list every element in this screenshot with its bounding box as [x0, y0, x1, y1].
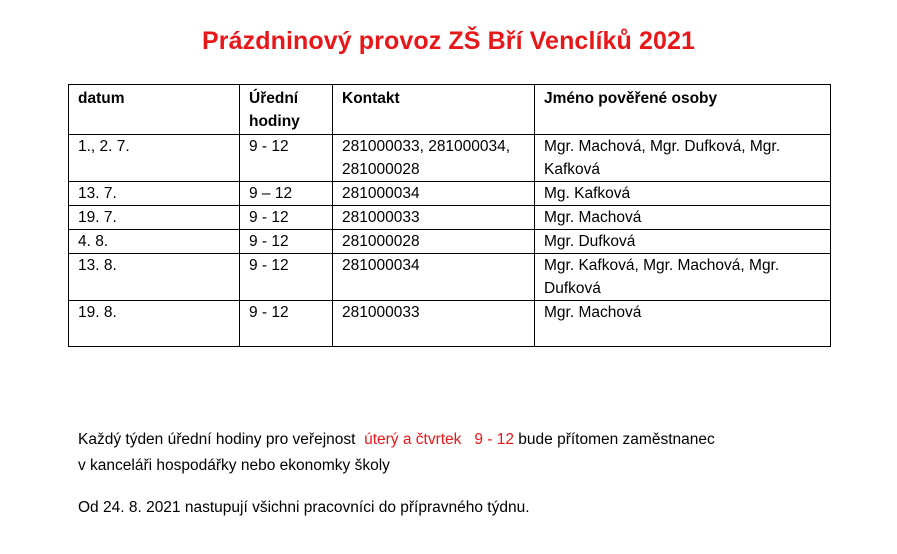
table-row [69, 230, 831, 254]
cell-responsible-person: Mgr. Machová [535, 206, 831, 230]
weekly-note-days: úterý a čtvrtek [364, 431, 462, 448]
cell-date: 13. 8. [69, 254, 240, 301]
weekly-note-prefix: Každý týden úřední hodiny pro veřejnost [78, 431, 356, 448]
cell-office-hours: 9 - 12 [240, 230, 333, 254]
cell-contact: 281000033, 281000034, 281000028 [333, 135, 535, 182]
cell-responsible-person: Mgr. Machová [535, 301, 831, 347]
table-row [69, 182, 831, 206]
cell-contact: 281000033 [333, 301, 535, 347]
cell-contact: 281000028 [333, 230, 535, 254]
table-header-row [69, 85, 831, 135]
cell-responsible-person: Mgr. Dufková [535, 230, 831, 254]
column-header-responsible-person: Jméno pověřené osoby [535, 85, 831, 135]
column-header-office-hours: Úřední hodiny [240, 85, 333, 135]
table-row [69, 206, 831, 230]
cell-contact: 281000033 [333, 206, 535, 230]
table-row [69, 135, 831, 182]
weekly-note-line2: v kanceláři hospodářky nebo ekonomky školy [78, 457, 390, 474]
weekly-note-hours: 9 - 12 [474, 431, 514, 448]
column-header-contact: Kontakt [333, 85, 535, 135]
cell-date: 19. 8. [69, 301, 240, 347]
cell-office-hours: 9 - 12 [240, 135, 333, 182]
cell-office-hours: 9 - 12 [240, 206, 333, 230]
table-row [69, 254, 831, 301]
cell-office-hours: 9 – 12 [240, 182, 333, 206]
cell-contact: 281000034 [333, 182, 535, 206]
weekly-note-suffix: bude přítomen zaměstnanec [518, 431, 715, 448]
cell-responsible-person: Mgr. Machová, Mgr. Dufková, Mgr. Kafková [535, 135, 831, 182]
cell-date: 19. 7. [69, 206, 240, 230]
cell-responsible-person: Mg. Kafková [535, 182, 831, 206]
cell-responsible-person: Mgr. Kafková, Mgr. Machová, Mgr. Dufková [535, 254, 831, 301]
table-row [69, 301, 831, 347]
cell-date: 4. 8. [69, 230, 240, 254]
cell-date: 13. 7. [69, 182, 240, 206]
cell-office-hours: 9 - 12 [240, 254, 333, 301]
weekly-hours-note [78, 427, 715, 479]
cell-contact: 281000034 [333, 254, 535, 301]
cell-office-hours: 9 - 12 [240, 301, 333, 347]
cell-date: 1., 2. 7. [69, 135, 240, 182]
page-title: Prázdninový provoz ZŠ Bří Venclíků 2021 [202, 27, 695, 55]
schedule-table [68, 84, 831, 347]
start-date-note: Od 24. 8. 2021 nastupují všichni pracovníci do přípravného týdnu. [78, 499, 530, 516]
column-header-date: datum [69, 85, 240, 135]
